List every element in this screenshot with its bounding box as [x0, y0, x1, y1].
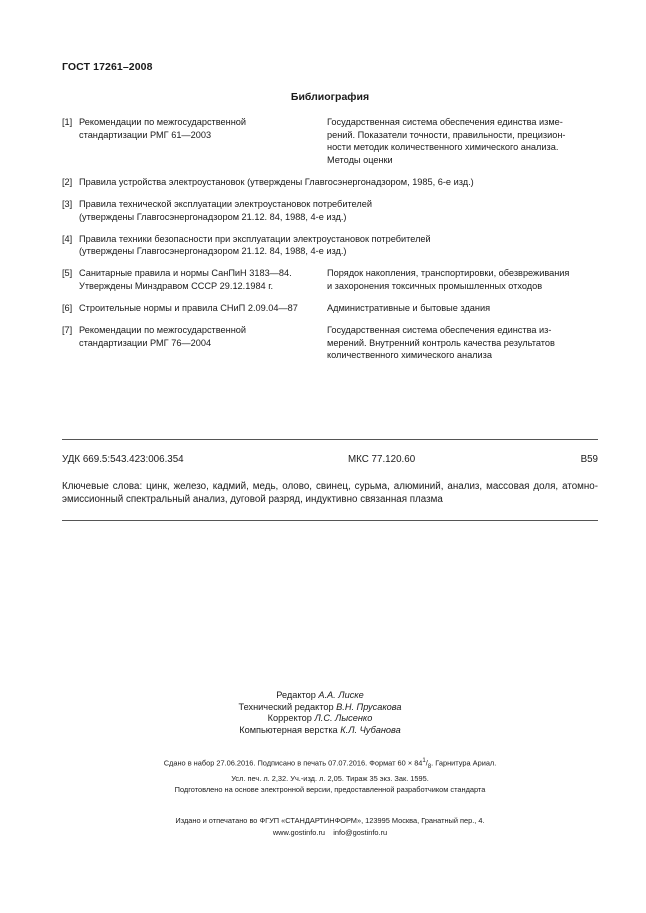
entry-title-line: Строительные нормы и правила СНиП 2.09.04—87	[79, 303, 298, 314]
entry-description-line: Порядок накопления, транспортировки, обезвреживания	[327, 268, 570, 279]
imprint-line-2: Усл. печ. л. 2,32. Уч.-изд. л. 2,05. Тираж 35 экз. Зак. 1595.	[231, 774, 429, 784]
mks-code: МКС 77.120.60	[348, 454, 416, 465]
entry-title-line: (утверждены Главгосэнергонадзором 21.12. 84, 1988, 4-е изд.)	[79, 246, 347, 257]
entry-title-line: Правила техники безопасности при эксплуатации электроустановок потребителей	[79, 233, 431, 244]
entry-number: [6]	[62, 303, 73, 314]
entry-title	[79, 324, 327, 362]
entry-title-line: Рекомендации по межгосударственной	[79, 117, 247, 127]
credit-corrector-label: Корректор	[267, 713, 312, 724]
bibliography-entry	[62, 302, 598, 315]
bibliography-entry	[62, 324, 598, 362]
bibliography-entry	[62, 198, 598, 223]
entry-description-line: Административные и бытовые здания	[327, 303, 491, 314]
entry-description-line: рений. Показатели точности, правильности, прецизион-	[327, 129, 566, 140]
entry-title	[79, 116, 327, 166]
bibliography-entry	[62, 176, 598, 189]
imprint	[100, 756, 560, 796]
entry-title-line: Правила устройства электроустановок (утверждены Главгосэнергонадзором, 1985, 6-е изд.)	[79, 176, 474, 187]
entry-title	[79, 302, 327, 315]
entry-title	[79, 267, 327, 292]
credit-editor-label: Редактор	[276, 690, 316, 700]
entry-number: [7]	[62, 325, 73, 336]
bibliography-entry	[62, 233, 598, 258]
entry-description-line: Государственная система обеспечения единства изме-	[327, 117, 563, 127]
entry-title	[79, 233, 598, 258]
entry-title-line: Правила технической эксплуатации электроустановок потребителей	[79, 198, 372, 209]
group-code: B59	[580, 454, 598, 465]
divider-top	[62, 439, 598, 440]
entry-title-line: (утверждены Главгосэнергонадзором 21.12. 84, 1988, 4-е изд.)	[79, 211, 347, 222]
entry-description	[327, 116, 598, 166]
credit-layout	[160, 725, 480, 737]
credit-layout-name: К.Л. Чубанова	[340, 724, 401, 735]
publisher-line-1: Издано и отпечатано во ФГУП «СТАНДАРТИНФОРМ», 123995 Москва, Гранатный пер., 4.	[175, 816, 485, 825]
entry-description	[327, 302, 598, 315]
entry-title-line: Рекомендации по межгосударственной	[79, 325, 247, 336]
credit-tech-editor-name: В.Н. Прусакова	[336, 701, 402, 712]
bibliography-entry	[62, 267, 598, 292]
entry-number: [1]	[62, 117, 73, 127]
entry-description-line: мерений. Внутренний контроль качества результатов	[327, 337, 555, 348]
entry-title-line: Утверждены Минздравом СССР 29.12.1984 г.	[79, 280, 273, 291]
imprint-line-1-tail: . Гарнитура Ариал.	[431, 758, 497, 768]
credit-layout-label: Компьютерная верстка	[239, 724, 338, 735]
entry-number: [5]	[62, 268, 73, 279]
entry-description-line: и захоронения токсичных промышленных отходов	[327, 280, 543, 291]
imprint-line-1-text: Сдано в набор 27.06.2016. Подписано в печать 07.07.2016. Формат 60 × 84	[163, 758, 423, 768]
credits	[160, 690, 480, 736]
bibliography-title: Библиография	[290, 91, 370, 103]
entry-title	[79, 176, 598, 189]
entry-number: [2]	[62, 176, 73, 187]
entry-description-line: количественного химического анализа	[327, 350, 492, 361]
entry-number: [4]	[62, 233, 73, 244]
entry-description	[327, 324, 598, 362]
credit-corrector	[160, 713, 480, 725]
entry-title	[79, 198, 598, 223]
entry-description-line: Государственная система обеспечения единства из-	[327, 325, 552, 336]
credit-tech-editor	[160, 702, 480, 714]
entry-description-line: ности методик количественного химического анализа.	[327, 142, 559, 153]
bibliography-entry	[62, 116, 598, 166]
udk-code: УДК 669.5:543.423:006.354	[62, 454, 184, 465]
entry-number: [3]	[62, 198, 73, 209]
credit-tech-editor-label: Технический редактор	[238, 701, 334, 712]
document-header: ГОСТ 17261–2008	[62, 61, 153, 73]
bibliography-list	[62, 116, 598, 371]
publisher	[100, 815, 560, 838]
credit-editor-name: А.А. Лиске	[318, 690, 364, 700]
imprint-line-3: Подготовлено на основе электронной версии, предоставленной разработчиком стандарта	[174, 785, 486, 795]
entry-title-line: стандартизации РМГ 61—2003	[79, 129, 212, 140]
credit-editor	[160, 690, 480, 702]
format-fraction-den: 8	[427, 763, 432, 770]
keywords: Ключевые слова: цинк, железо, кадмий, медь, олово, свинец, сурьма, алюминий, анализ, массовая доля, атомно-эмиссионный спектральный анализ, дуговой разряд, индуктивно связанная плазма	[62, 481, 598, 505]
imprint-line-1: Сдано в набор 27.06.2016. Подписано в печать 07.07.2016. Формат $60 \times 84^1/_8$. Гарнитура Ариал.	[163, 758, 497, 770]
divider-bottom	[62, 520, 598, 521]
entry-title-line: Санитарные правила и нормы СанПиН 3183—84.	[79, 268, 292, 279]
credit-corrector-name: Л.С. Лысенко	[314, 713, 373, 724]
entry-description-line: Методы оценки	[327, 154, 393, 165]
format-fraction-num: 1	[422, 758, 426, 764]
entry-title-line: стандартизации РМГ 76—2004	[79, 337, 212, 348]
entry-description	[327, 267, 598, 292]
publisher-links: www.gostinfo.ru info@gostinfo.ru	[272, 827, 388, 837]
